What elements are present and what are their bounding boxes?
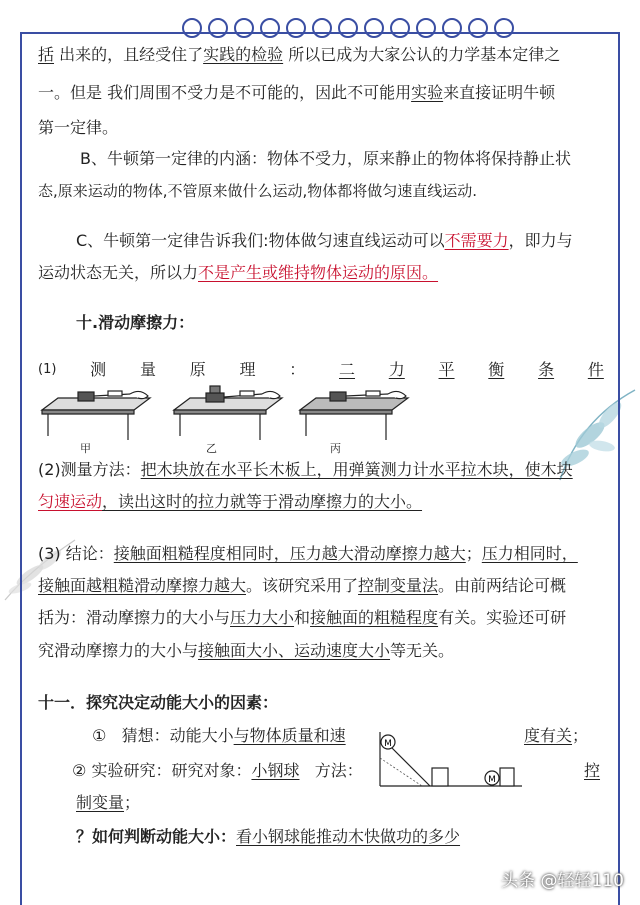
- binder-ring: [494, 18, 514, 38]
- item1-char: 原: [189, 360, 206, 379]
- binder-ring: [182, 18, 202, 38]
- figure-jia: [42, 391, 150, 440]
- binder-ring: [260, 18, 280, 38]
- para1-line1: 括 出来的，且经受住了实践的检验 所以已成为大家公认的力学基本定律之: [38, 45, 561, 64]
- section10-item3-line1: (3) 结论：接触面粗糙程度相同时，压力越大滑动摩擦力越大；压力相同时，: [38, 544, 578, 563]
- binder-ring: [286, 18, 306, 38]
- binder-ring: [338, 18, 358, 38]
- binder-ring: [416, 18, 436, 38]
- section11-item1-end: 度有关；: [524, 726, 589, 745]
- figure-bing: [300, 391, 408, 440]
- section10-item2-line2: 匀速运动，读出这时的拉力就等于滑动摩擦力的大小。: [38, 492, 423, 511]
- figure-label-bing: 丙: [330, 442, 341, 455]
- item1-char: 二: [339, 360, 356, 379]
- para1-line3: 第一定律。: [38, 118, 119, 137]
- ball-label-bottom: M: [488, 775, 496, 785]
- para-b-line2: 态,原来运动的物体,不管原来做什么运动,物体都将做匀速直线运动.: [38, 182, 478, 200]
- item1-char: 测: [90, 360, 107, 379]
- item1-char: 条: [538, 360, 555, 379]
- section11-item2-end: 控: [584, 761, 601, 780]
- item1-char: 理: [239, 360, 256, 379]
- para1-line2: 一。但是 我们周围不受力是不可能的，因此不可能用实验来直接证明牛顿: [38, 83, 556, 102]
- item1-char: 力: [388, 360, 405, 379]
- friction-experiment-figure: [38, 384, 428, 456]
- item1-char: ：: [289, 360, 306, 379]
- binder-ring: [234, 18, 254, 38]
- binder-ring: [208, 18, 228, 38]
- section11-item1: ① 猜想：动能大小与物体质量和速: [92, 726, 346, 745]
- binder-ring: [468, 18, 488, 38]
- section10-item1: (1) 测 量 原 理 ： 二 力 平 衡 条 件: [38, 360, 604, 379]
- section10-item3-line2: 接触面越粗糙滑动摩擦力越大。该研究采用了控制变量法。由前两结论可概: [38, 576, 567, 595]
- binder-rings: [182, 18, 514, 38]
- binder-ring: [364, 18, 384, 38]
- section10-item3-line4: 究滑动摩擦力的大小与接触面大小、运动速度大小等无关。: [38, 641, 455, 660]
- item1-char: 件: [587, 360, 604, 379]
- section11-item2-line2: 制变量；: [76, 793, 141, 812]
- section11-item3: ？如何判断动能大小：看小钢球能推动木快做功的多少: [76, 827, 461, 846]
- figure-yi: [174, 386, 282, 440]
- binder-ring: [312, 18, 332, 38]
- watermark: 头条 @轻轻110: [501, 871, 624, 891]
- binder-ring: [442, 18, 462, 38]
- section10-item3-line3: 括为：滑动摩擦力的大小与压力大小和接触面的粗糙程度有关。实验还可研: [38, 608, 567, 627]
- figure-label-yi: 乙: [206, 442, 217, 455]
- section11-item2: ② 实验研究：研究对象：小钢球 方法：: [72, 761, 363, 780]
- figure-label-jia: 甲: [80, 442, 91, 455]
- frame-left-line: [20, 32, 22, 905]
- item1-char: 衡: [488, 360, 505, 379]
- item1-char: 量: [139, 360, 156, 379]
- item1-char: 平: [438, 360, 455, 379]
- ball-label-top: M: [384, 739, 392, 749]
- para-b-line1: B、牛顿第一定律的内涵：物体不受力，原来静止的物体将保持静止状: [80, 149, 571, 168]
- section10-title: 十.滑动摩擦力：: [76, 313, 195, 332]
- para-c-line2: 运动状态无关，所以力不是产生或维持物体运动的原因。: [38, 263, 439, 282]
- frame-right-line: [618, 32, 620, 905]
- binder-ring: [390, 18, 410, 38]
- section11-title: 十一．探究决定动能大小的因素：: [38, 693, 279, 712]
- section10-item2-line1: (2)测量方法：把木块放在水平长木板上，用弹簧测力计水平拉木块，使木块: [38, 460, 573, 479]
- ramp-experiment-figure: [374, 728, 524, 790]
- para-c-line1: C、牛顿第一定律告诉我们:物体做匀速直线运动可以不需要力，即力与: [76, 231, 573, 250]
